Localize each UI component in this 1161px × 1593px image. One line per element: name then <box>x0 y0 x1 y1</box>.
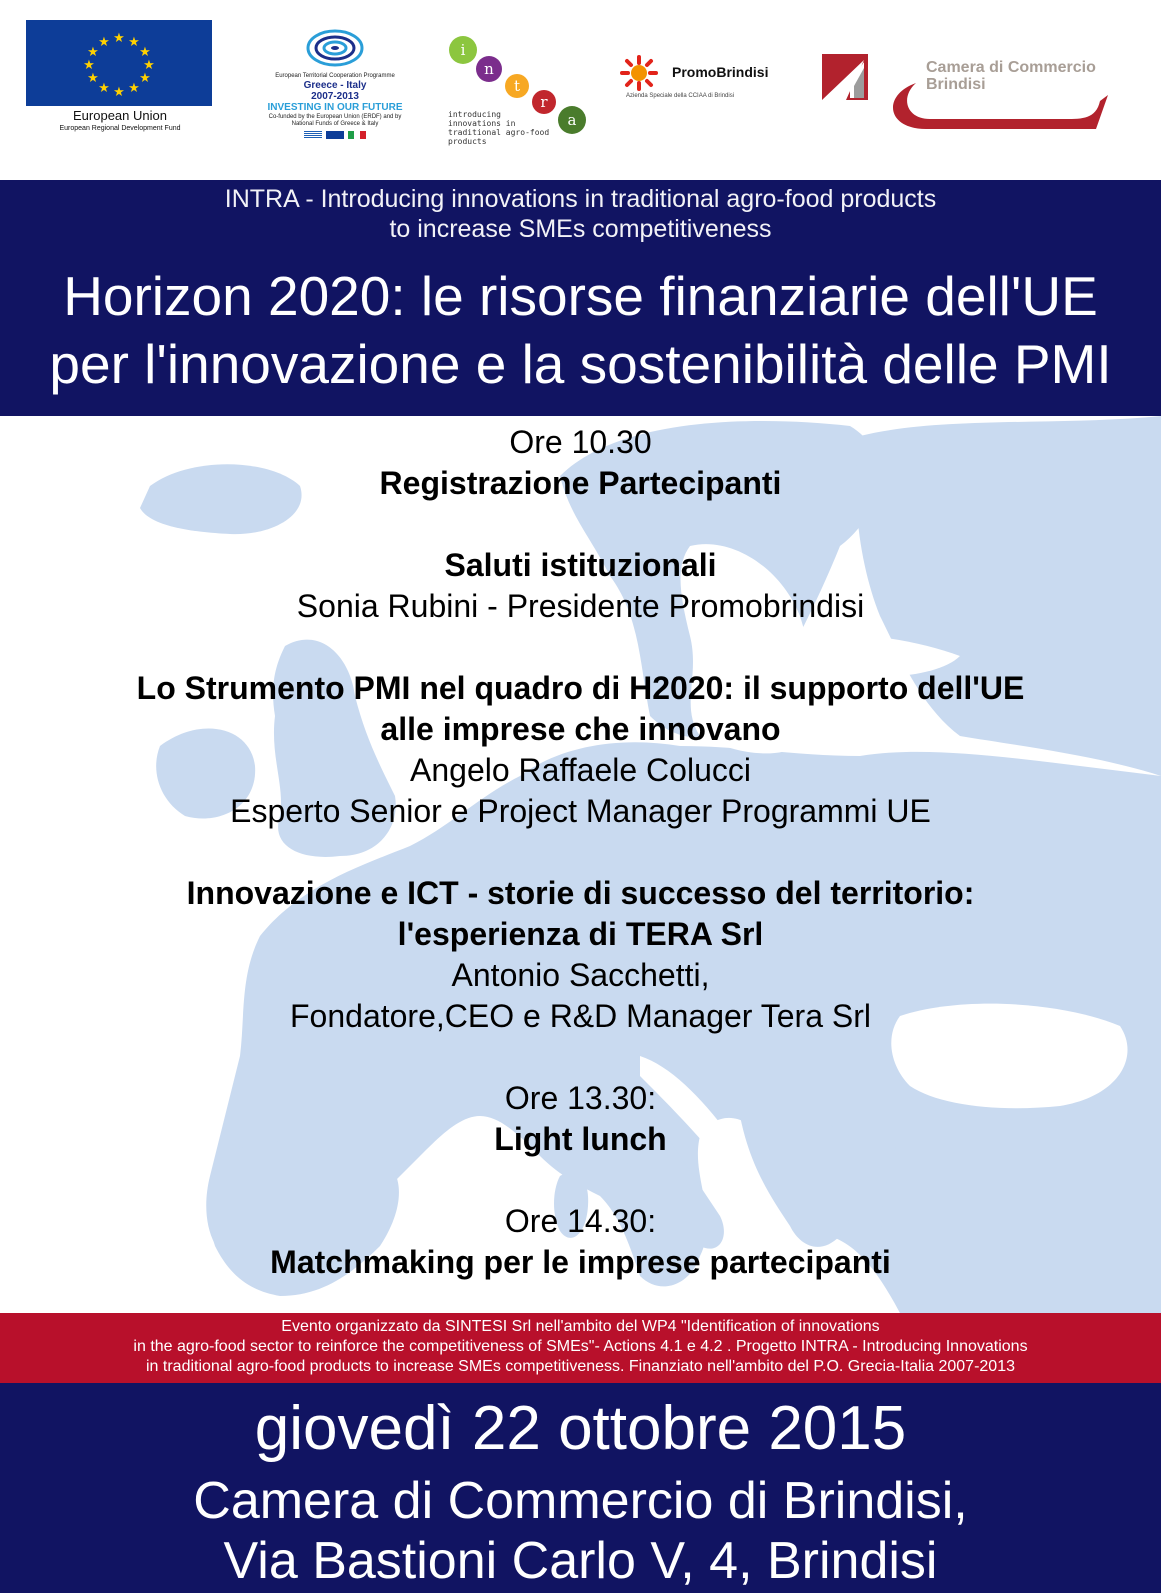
talk2-role: Fondatore,CEO e R&D Manager Tera Srl <box>290 998 871 1034</box>
header-band <box>0 180 1161 416</box>
gi-programme: European Territorial Cooperation Programme <box>275 73 395 79</box>
talk2-speaker: Antonio Sacchetti, <box>451 957 710 993</box>
matchmaking-time: Ore 14.30: <box>504 1203 657 1239</box>
intra-letter-r: r <box>540 93 548 111</box>
organizer-note-band <box>0 1313 1161 1383</box>
svg-text:★: ★ <box>139 44 151 59</box>
eu-logo <box>26 20 214 132</box>
note-line-2: in the agro-food sector to reinforce the competitiveness of SMEs"- Actions 4.1 e 4.2 . Progetto INTRA - Introducing Innovations <box>133 1338 1028 1355</box>
gi-slogan: INVESTING IN OUR FUTURE <box>267 102 403 113</box>
title-line-2: per l'innovazione e la sostenibilità delle PMI <box>49 333 1112 395</box>
title-line-1: Horizon 2020: le risorse finanziarie dell'UE <box>63 265 1098 327</box>
svg-text:★: ★ <box>98 80 110 95</box>
svg-text:★: ★ <box>113 30 125 45</box>
talk2-title-line-2: l'esperienza di TERA Srl <box>397 916 764 952</box>
lunch-title: Light lunch <box>494 1121 667 1157</box>
promobrindisi-sub: Azienda Speciale della CCIAA di Brindisi <box>626 93 735 99</box>
venue-line-1: Camera di Commercio di Brindisi, <box>193 1472 968 1530</box>
event-venue <box>0 1471 1161 1591</box>
logo-bar <box>0 0 1161 180</box>
greece-italy-logo <box>260 28 410 139</box>
registration-title: Registrazione Partecipanti <box>379 465 782 501</box>
tagline-line-1: INTRA - Introducing innovations in traditional agro-food products <box>224 185 937 213</box>
gi-title: Greece - Italy <box>303 80 367 91</box>
swirl-icon <box>305 28 365 68</box>
registration-time: Ore 10.30 <box>509 424 652 460</box>
chamber-mark-icon <box>820 52 872 102</box>
greetings-title: Saluti istituzionali <box>444 547 717 583</box>
talk1-role: Esperto Senior e Project Manager Programmi UE <box>230 793 931 829</box>
program-section <box>0 416 1161 1313</box>
flags-icon <box>303 131 367 139</box>
intra-logo <box>446 36 596 156</box>
svg-text:★: ★ <box>143 57 155 72</box>
eu-flag-icon <box>26 20 212 106</box>
gi-cofunded: Co-funded by the European Union (ERDF) and by National Funds of Greece & Italy <box>268 114 402 127</box>
eu-fund: European Regional Development Fund <box>59 125 181 132</box>
camera-name-line1: Camera di Commercio <box>926 59 1096 76</box>
tagline-line-2: to increase SMEs competitiveness <box>389 215 772 243</box>
svg-text:★: ★ <box>87 70 99 85</box>
note-line-3: in traditional agro-food products to increase SMEs competitiveness. Finanziato nell'ambito del P.O. Grecia-Italia 2007-2013 <box>146 1358 1015 1375</box>
svg-text:★: ★ <box>113 84 125 99</box>
intra-letter-i: i <box>460 41 466 59</box>
svg-text:★: ★ <box>128 34 140 49</box>
intra-letter-t: t <box>513 77 521 95</box>
svg-text:★: ★ <box>139 70 151 85</box>
lunch-time: Ore 13.30: <box>504 1080 657 1116</box>
event-title <box>0 262 1161 398</box>
talk1-title-line-2: alle imprese che innovano <box>380 711 781 747</box>
svg-text:★: ★ <box>98 34 110 49</box>
intra-tagline: introducing innovations in traditional agro-food products <box>448 110 550 146</box>
intra-letter-a: a <box>567 111 577 129</box>
venue-line-2: Via Bastioni Carlo V, 4, Brindisi <box>223 1532 938 1590</box>
svg-text:★: ★ <box>83 57 95 72</box>
project-tagline <box>0 184 1161 244</box>
svg-text:★: ★ <box>128 80 140 95</box>
talk2-title-line-1: Innovazione e ICT - storie di successo del territorio: <box>186 875 975 911</box>
talk1-speaker: Angelo Raffaele Colucci <box>410 752 751 788</box>
sun-icon <box>614 55 664 91</box>
camera-name-line2: Brindisi <box>926 76 986 93</box>
note-line-1: Evento organizzato da SINTESI Srl nell'ambito del WP4 "Identification of innovations <box>281 1318 880 1335</box>
svg-text:★: ★ <box>87 44 99 59</box>
matchmaking-title: Matchmaking per le imprese partecipanti <box>270 1244 891 1280</box>
promobrindisi-name: PromoBrindisi <box>672 64 769 80</box>
camera-commercio-logo <box>886 55 1116 135</box>
event-date: giovedì 22 ottobre 2015 <box>254 1394 907 1463</box>
gi-years: 2007-2013 <box>311 91 359 102</box>
eu-name: European Union <box>73 108 167 123</box>
intra-letter-n: n <box>484 60 494 78</box>
talk1-title-line-1: Lo Strumento PMI nel quadro di H2020: il supporto dell'UE <box>136 670 1025 706</box>
footer-band <box>0 1383 1161 1593</box>
program-text <box>0 422 1161 1283</box>
swoosh-icon <box>886 55 1116 135</box>
greetings-speaker: Sonia Rubini - Presidente Promobrindisi <box>296 588 865 624</box>
